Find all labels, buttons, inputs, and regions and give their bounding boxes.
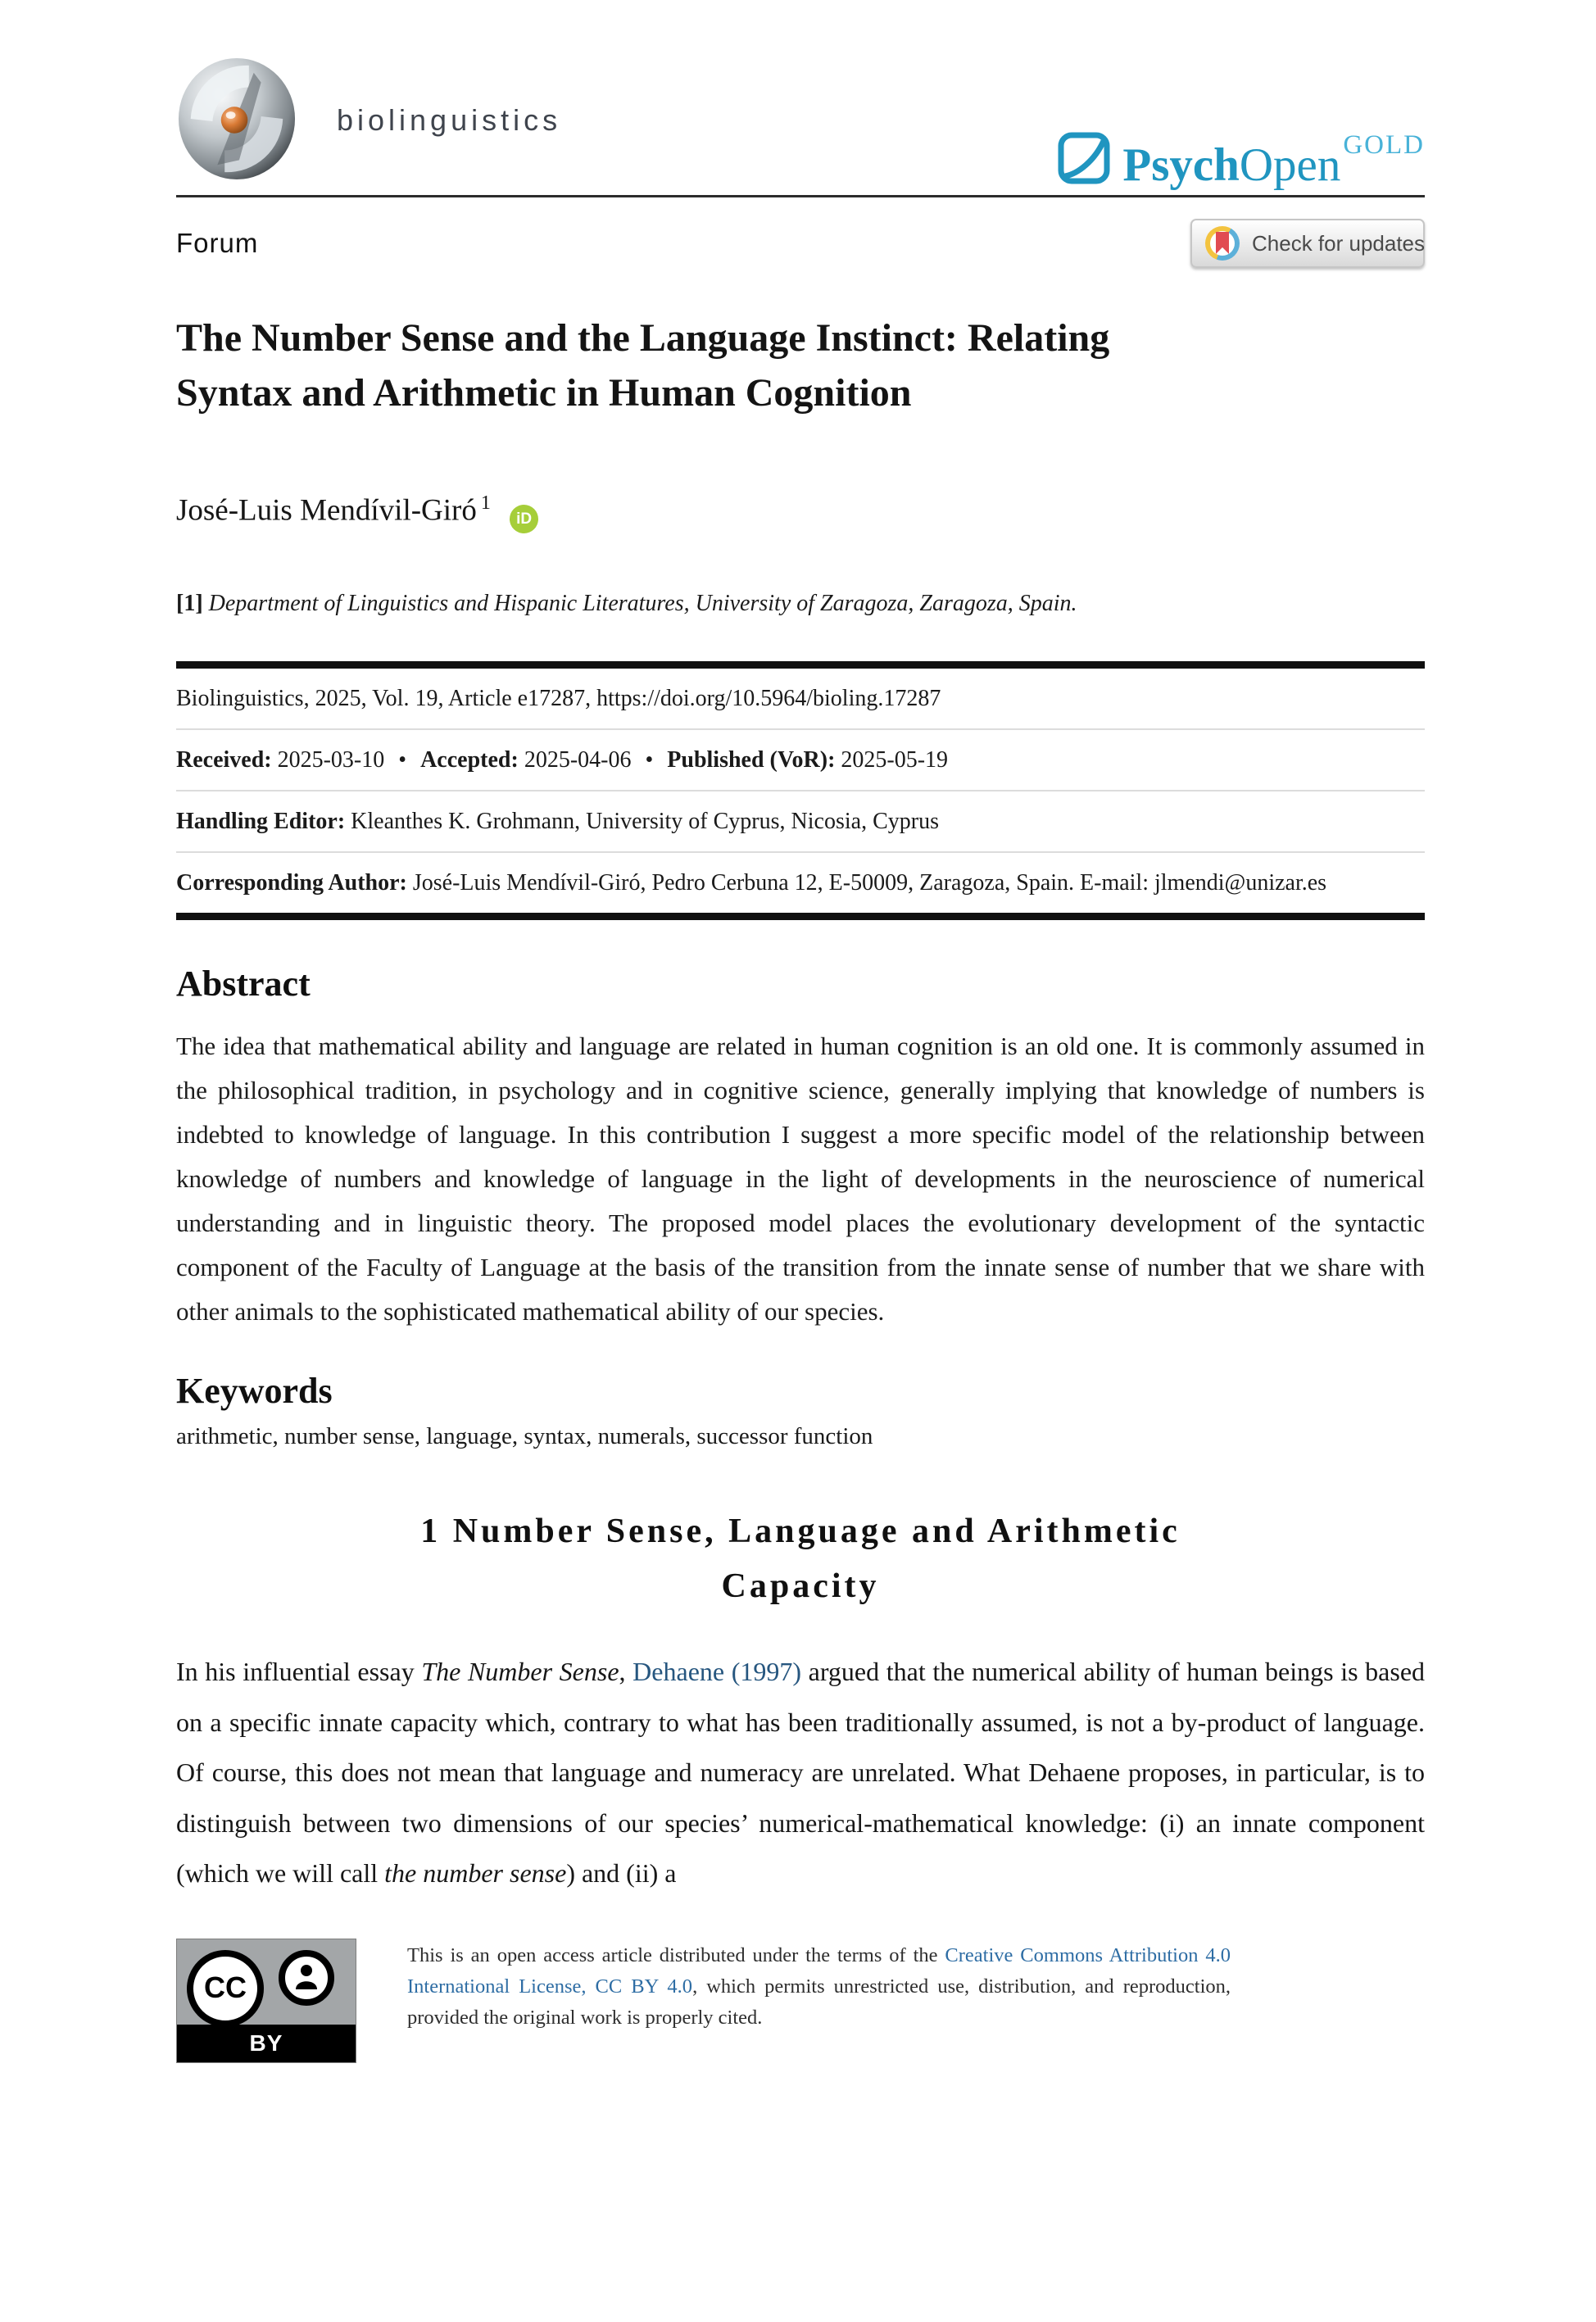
body-text: In his influential essay: [176, 1657, 422, 1687]
license-text: This is an open access article distributed under the terms of the: [407, 1943, 945, 1966]
cc-by-license-link[interactable]: Creative Commons Attribution 4.0 International License, CC BY 4.0: [407, 1943, 1231, 1998]
article-title-line1: The Number Sense and the Language Instinct: Relating: [176, 316, 1110, 360]
article-type-label: Forum: [176, 228, 259, 258]
license-footer: [176, 1939, 1425, 2063]
body-paragraph-1: [176, 1647, 1425, 1898]
psychopen-wordmark: [1122, 139, 1341, 191]
biolinguistics-logo-icon: [176, 57, 297, 180]
handling-editor-row: [176, 790, 1425, 851]
corresponding-author-row: [176, 851, 1425, 913]
license-statement: [407, 1940, 1231, 2034]
keywords-text: arithmetic, number sense, language, syntax, numerals, successor function: [176, 1423, 873, 1450]
psychopen-gold-label: GOLD: [1343, 130, 1425, 160]
citation-row: [176, 669, 1425, 728]
corresponding-author-value: José-Luis Mendívil-Giró, Pedro Cerbuna 12, E-50009, Zaragoza, Spain. E-mail: jlmendi@unizar.es: [412, 870, 1327, 896]
cc-by-badge[interactable]: [176, 1939, 356, 2063]
orcid-icon[interactable]: iD: [510, 505, 538, 533]
body-text: ) and (ii) a: [566, 1858, 677, 1889]
psychopen-word-psych: Psych: [1122, 139, 1240, 191]
separator-bullet: •: [398, 746, 407, 773]
keywords-heading: Keywords: [176, 1371, 333, 1412]
accepted-value: 2025-04-06: [524, 746, 632, 773]
author-name: José-Luis Mendívil-Giró: [176, 493, 477, 528]
corresponding-author-label: Corresponding Author:: [176, 870, 407, 896]
abstract-text: The idea that mathematical ability and language are related in human cognition is an old one. It is commonly assumed in the philosophical tradition, in psychology and in cognitive science, generally implying that knowledge of numbers is indebted to knowledge of language. In this contribution I suggest a more specific model of the relationship between knowledge of numbers and knowledge of language in the light of developments in the neuroscience of numerical understanding and in linguistic theory. The proposed model places the evolutionary development of the syntactic component of the Faculty of Language at the basis of the transition from the innate sense of number that we share with other animals to the sophisticated mathematical ability of our species.: [176, 1032, 1425, 1327]
dates-row: [176, 728, 1425, 790]
accepted-label: Accepted:: [420, 746, 519, 773]
published-label: Published (VoR):: [667, 746, 836, 773]
citation-text: Biolinguistics, 2025, Vol. 19, Article e17287, https://doi.org/10.5964/bioling.17287: [176, 685, 941, 711]
abstract-heading: Abstract: [176, 964, 311, 1005]
published-value: 2025-05-19: [841, 746, 949, 773]
check-for-updates-label: Check for updates: [1252, 230, 1426, 256]
handling-editor-value: Kleanthes K. Grohmann, University of Cyprus, Nicosia, Cyprus: [351, 809, 939, 835]
received-label: Received:: [176, 746, 272, 773]
section-1-heading-line2: Capacity: [721, 1567, 880, 1606]
psychopen-word-open: Open: [1239, 139, 1341, 191]
author-row: [176, 492, 1425, 533]
body-text: argued that the numerical ability of human beings is based on a specific innate capacity which, contrary to what has been traditionally assumed, is not a by-product of language. Of course, this does not mean that language and numeracy are unrelated. What Dehaene proposes, in particular, is to distinguish between two dimensions of our species’ numerical-mathematical knowledge: (i) an innate component (which we will call: [176, 1657, 1426, 1889]
journal-wordmark: biolinguistics: [337, 103, 562, 137]
affiliation-line: [176, 591, 1425, 617]
article-type-row: [176, 219, 1425, 268]
masthead: [176, 0, 1425, 197]
affiliation-marker: [1]: [176, 590, 203, 616]
psychopen-icon: [1057, 131, 1111, 185]
author-affiliation-superscript: 1: [480, 492, 491, 515]
article-metadata-block: [176, 661, 1425, 921]
attribution-person-icon: [279, 1950, 334, 2006]
article-title-line2: Syntax and Arithmetic in Human Cognition: [176, 371, 912, 415]
affiliation-text: Department of Linguistics and Hispanic Literatures, University of Zaragoza, Zaragoza, Spain.: [208, 590, 1077, 616]
body-text-italic: The Number Sense: [421, 1657, 619, 1687]
crossmark-icon: [1205, 226, 1240, 261]
body-text-italic: the number sense: [384, 1858, 567, 1889]
section-1-heading-line1: 1 Number Sense, Language and Arithmetic: [420, 1512, 1181, 1551]
cc-by-band: BY: [177, 2025, 356, 2062]
crossmark-bookmark-icon: [1216, 232, 1229, 254]
body-text: ,: [619, 1657, 633, 1687]
separator-bullet: •: [645, 746, 654, 773]
psychopen-logo: [1057, 130, 1425, 191]
handling-editor-label: Handling Editor:: [176, 809, 346, 835]
license-text: , which permits unrestricted use, distribution, and reproduction, provided the original work is properly cited.: [407, 1975, 1231, 2029]
check-for-updates-button[interactable]: [1190, 219, 1425, 268]
citation-link-dehaene-1997[interactable]: Dehaene (1997): [633, 1657, 802, 1687]
article-title: [176, 311, 1425, 420]
received-value: 2025-03-10: [277, 746, 385, 773]
cc-logo-icon: CC: [187, 1950, 264, 2027]
section-1-heading: [176, 1504, 1425, 1614]
